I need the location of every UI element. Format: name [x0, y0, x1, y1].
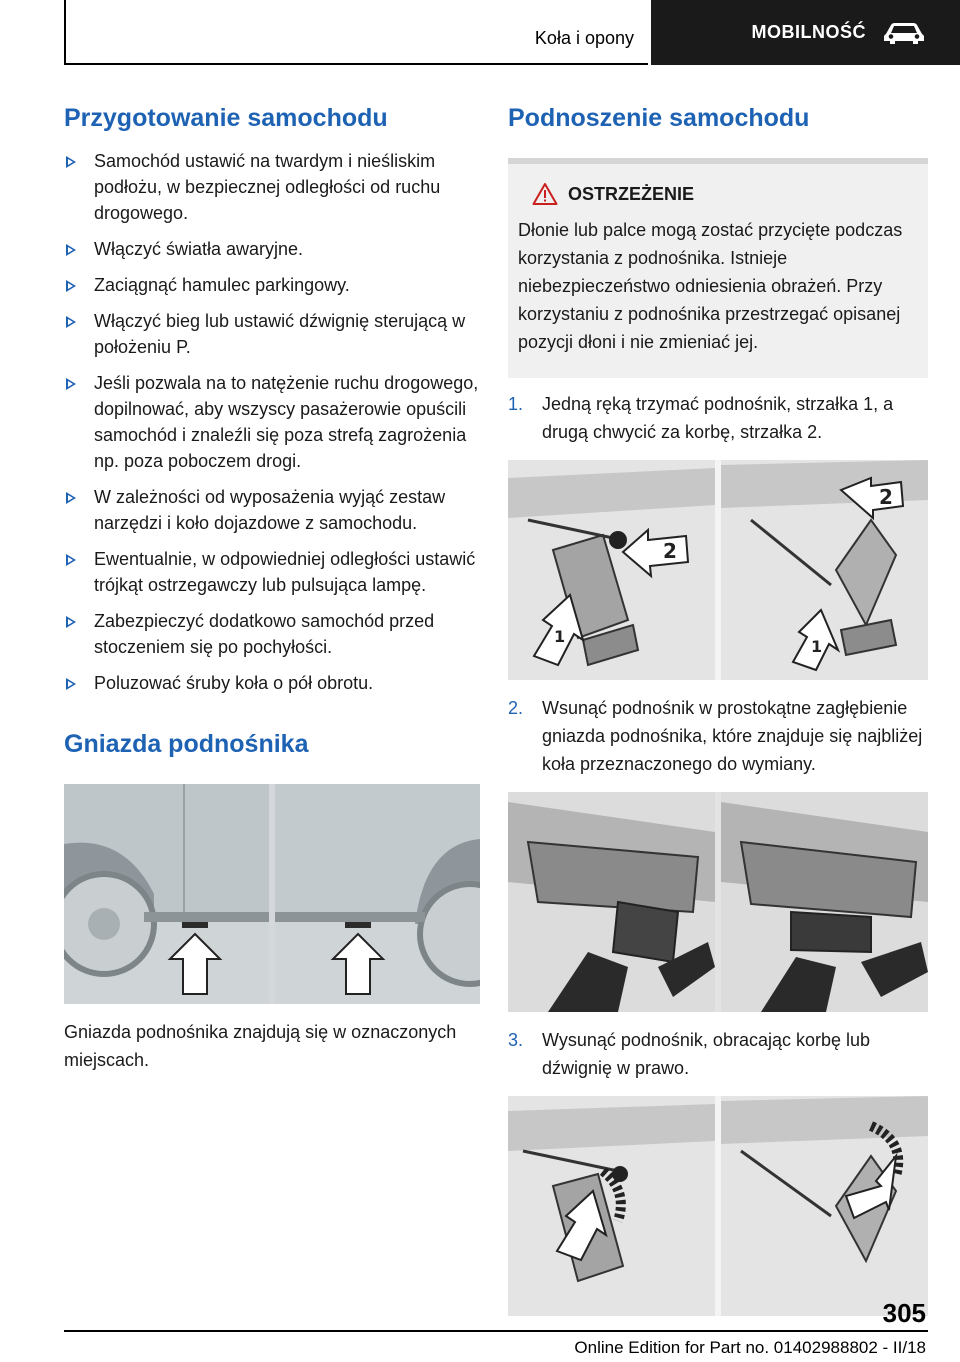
list-item-text: Włączyć bieg lub ustawić dźwignię sterującą w położeniu P.: [94, 311, 466, 357]
arrow-label-1: 1: [811, 637, 823, 656]
list-item: [64, 370, 480, 474]
step-item: [508, 694, 928, 778]
triangle-bullet-icon: [66, 554, 76, 566]
preparation-list: [64, 148, 480, 696]
jack-hold-left-panel: [508, 460, 715, 680]
jack-holding-illustration: [508, 460, 928, 680]
warning-title: OSTRZEŻENIE: [568, 183, 695, 204]
jack-insert-illustration: [508, 792, 928, 1012]
list-item: [64, 608, 480, 660]
step-number: 2.: [508, 698, 524, 718]
jack-point-right-photo: [275, 784, 480, 1004]
arrow-label-2: 2: [663, 539, 677, 563]
list-item: [64, 272, 480, 298]
header-rule-bottom: [64, 63, 648, 65]
triangle-bullet-icon: [66, 492, 76, 504]
triangle-bullet-icon: [66, 678, 76, 690]
arrow-label-2: 2: [879, 485, 893, 509]
step-item: [508, 390, 928, 446]
lifting-steps-3: [508, 1026, 928, 1082]
warning-box: [508, 164, 928, 378]
list-item: [64, 670, 480, 696]
step-number: 1.: [508, 394, 524, 414]
triangle-bullet-icon: [66, 316, 76, 328]
list-item-text: W zależności od wyposażenia wyjąć zestaw narzędzi i koło dojazdowe z samochodu.: [94, 487, 446, 533]
jack-insert-left-panel: [508, 792, 715, 1012]
jack-extend-illustration: [508, 1096, 928, 1316]
triangle-bullet-icon: [66, 156, 76, 168]
list-item-text: Poluzować śruby koła o pół obrotu.: [94, 673, 374, 693]
chapter-title: MOBILNOŚĆ: [751, 22, 866, 42]
triangle-bullet-icon: [66, 378, 76, 390]
page-number: 305: [882, 1298, 926, 1328]
step-text: Wysunąć podnośnik, obracając korbę lub dźwignię w prawo.: [542, 1030, 871, 1078]
list-item: [64, 236, 480, 262]
step-text: Jedną ręką trzymać podnośnik, strzałka 1, a drugą chwycić za korbę, strzałka 2.: [542, 394, 894, 442]
triangle-bullet-icon: [66, 280, 76, 292]
heading-lifting: Podnoszenie samochodu: [508, 104, 810, 132]
jack-extend-left-panel: [508, 1096, 715, 1316]
list-item-text: Ewentualnie, w odpowiedniej odległości ustawić trójkąt ostrzegawczy lub pulsująca lampę.: [94, 549, 476, 595]
jack-point-left-photo: [64, 784, 269, 1004]
list-item: [64, 546, 480, 598]
jack-points-caption: Gniazda podnośnika znajdują się w oznaczonych miejscach.: [64, 1022, 457, 1070]
lifting-steps: [508, 390, 928, 446]
warning-triangle-icon: [532, 182, 558, 206]
triangle-bullet-icon: [66, 616, 76, 628]
heading-preparation: Przygotowanie samochodu: [64, 104, 388, 132]
jack-insert-right-panel: [721, 792, 928, 1012]
arrow-label-1: 1: [554, 627, 566, 646]
list-item-text: Włączyć światła awaryjne.: [94, 239, 304, 259]
step-item: [508, 1026, 928, 1082]
lifting-steps-2: [508, 694, 928, 778]
header-rule-left: [64, 0, 66, 64]
right-column: [508, 100, 928, 1330]
car-icon: [882, 20, 926, 46]
left-column: [64, 100, 480, 1074]
step-text: Wsunąć podnośnik w prostokątne zagłębienie gniazda podnośnika, które znajduje się najbliżej koła przeznaczonego do wymiany.: [542, 698, 923, 774]
warning-text: Dłonie lub palce mogą zostać przycięte podczas korzystania z podnośnika. Istnieje niebezpieczeństwo odniesienia obrażeń. Przy korzystaniu z podnośnika przestrzegać opisanej pozycji dłoni i nie zmieniać jej.: [518, 220, 903, 352]
chapter-tab: [651, 0, 960, 65]
list-item: [64, 148, 480, 226]
heading-jack-points: Gniazda podnośnika: [64, 730, 309, 758]
triangle-bullet-icon: [66, 244, 76, 256]
footer-rule: [64, 1330, 928, 1332]
list-item-text: Jeśli pozwala na to natężenie ruchu drogowego, dopilnować, aby wszyscy pasażerowie opuścili samochód i znaleźli się poza strefą zagrożenia np. poza poboczem drogi.: [94, 373, 479, 471]
step-number: 3.: [508, 1030, 524, 1050]
list-item-text: Zabezpieczyć dodatkowo samochód przed stoczeniem się po pochyłości.: [94, 611, 435, 657]
jack-extend-right-panel: [721, 1096, 928, 1316]
section-title: Koła i opony: [534, 28, 634, 48]
list-item-text: Zaciągnąć hamulec parkingowy.: [94, 275, 350, 295]
jack-hold-right-panel: [721, 460, 928, 680]
list-item-text: Samochód ustawić na twardym i nieśliskim podłożu, w bezpiecznej odległości od ruchu drogowego.: [94, 151, 441, 223]
list-item: [64, 308, 480, 360]
warning-title-row: [532, 182, 918, 206]
list-item: [64, 484, 480, 536]
edition-info: Online Edition for Part no. 01402988802 - II/18: [574, 1338, 926, 1357]
jack-points-photo: [64, 784, 480, 1004]
